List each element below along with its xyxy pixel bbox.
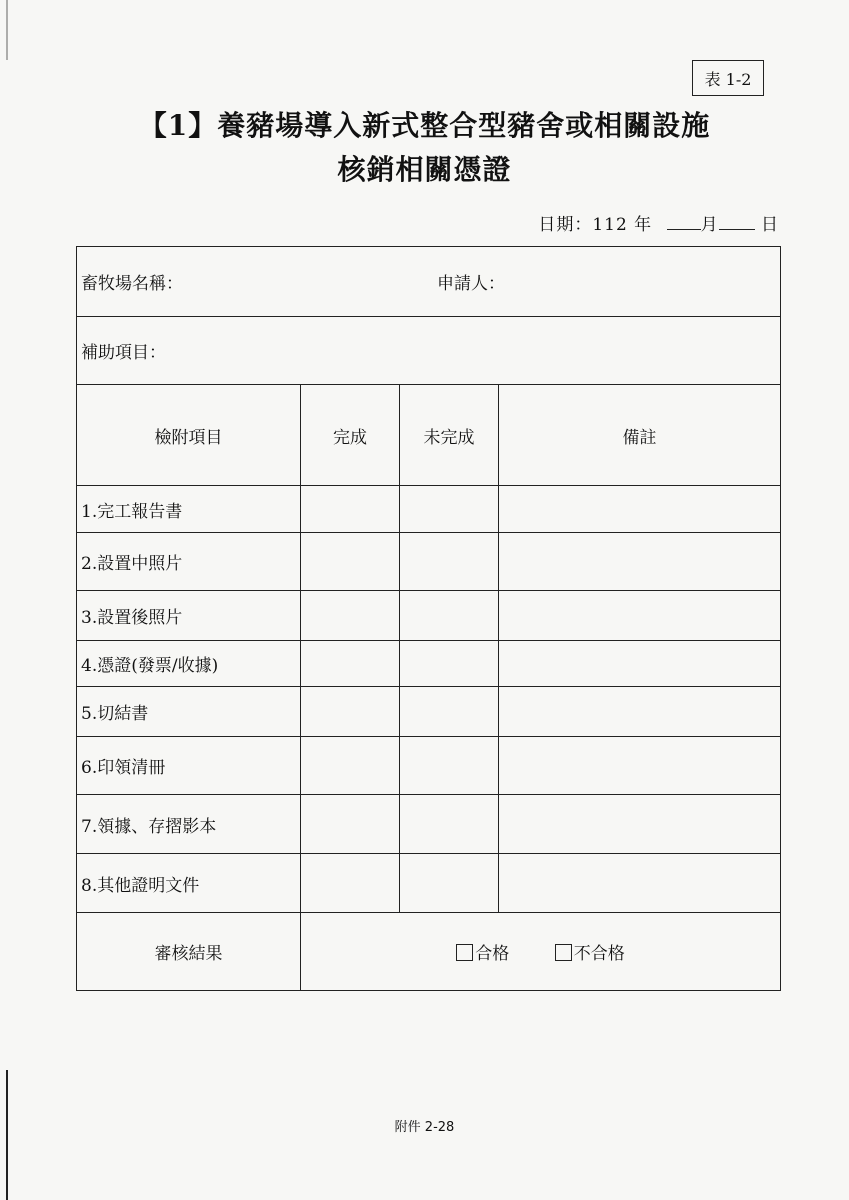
item-label: 8.其他證明文件 [77, 854, 301, 913]
page-footer: 附件 2-28 [394, 1120, 455, 1135]
not-completed-cell[interactable] [400, 486, 499, 533]
date-month-label: 月 [700, 215, 719, 235]
table-row [77, 854, 781, 913]
not-completed-cell[interactable] [400, 687, 499, 737]
pass-checkbox[interactable] [456, 944, 473, 961]
table-row [77, 641, 781, 687]
completed-cell[interactable] [301, 687, 400, 737]
title-line-1: 【1】養豬場導入新式整合型豬舍或相關設施 [138, 109, 711, 142]
remarks-cell[interactable] [499, 591, 781, 641]
completed-cell[interactable] [301, 591, 400, 641]
completed-cell[interactable] [301, 641, 400, 687]
subsidy-item-label: 補助項目： [77, 317, 781, 385]
table-row [77, 591, 781, 641]
item-label: 5.切結書 [77, 687, 301, 737]
completed-cell[interactable] [301, 486, 400, 533]
not-completed-cell[interactable] [400, 641, 499, 687]
table-header-row [77, 385, 781, 486]
scan-edge-top [6, 0, 8, 60]
pass-option[interactable] [456, 944, 509, 964]
date-day-blank [719, 215, 755, 230]
completed-cell[interactable] [301, 533, 400, 591]
verification-form-table [76, 246, 781, 991]
not-completed-cell[interactable] [400, 795, 499, 854]
date-line [538, 210, 779, 235]
title-line-2: 核銷相關憑證 [337, 153, 512, 186]
completed-cell[interactable] [301, 854, 400, 913]
farm-name-label: 畜牧場名稱： [81, 274, 183, 294]
not-completed-cell[interactable] [400, 591, 499, 641]
header-completed: 完成 [301, 385, 400, 486]
review-result-label: 審核結果 [77, 913, 301, 991]
header-attached-items: 檢附項目 [77, 385, 301, 486]
remarks-cell[interactable] [499, 687, 781, 737]
header-not-completed: 未完成 [400, 385, 499, 486]
table-row [77, 486, 781, 533]
remarks-cell[interactable] [499, 795, 781, 854]
remarks-cell[interactable] [499, 486, 781, 533]
remarks-cell[interactable] [499, 533, 781, 591]
form-number-box: 表 1-2 [692, 60, 764, 96]
fail-label: 不合格 [573, 944, 625, 964]
not-completed-cell[interactable] [400, 854, 499, 913]
remarks-cell[interactable] [499, 737, 781, 795]
table-row [77, 795, 781, 854]
review-result-options [301, 913, 781, 991]
pass-label: 合格 [475, 944, 510, 964]
table-row [77, 533, 781, 591]
applicant-label: 申請人： [437, 274, 505, 294]
item-label: 7.領據、存摺影本 [77, 795, 301, 854]
remarks-cell[interactable] [499, 854, 781, 913]
item-label: 2.設置中照片 [77, 533, 301, 591]
farm-info-row [77, 247, 781, 317]
not-completed-cell[interactable] [400, 737, 499, 795]
header-remarks: 備註 [499, 385, 781, 486]
table-row [77, 737, 781, 795]
fail-option[interactable] [555, 944, 625, 964]
completed-cell[interactable] [301, 737, 400, 795]
item-label: 1.完工報告書 [77, 486, 301, 533]
table-row [77, 687, 781, 737]
review-result-row [77, 913, 781, 991]
item-label: 4.憑證(發票/收據) [77, 641, 301, 687]
date-year-label: 日期：112 年 [538, 215, 653, 235]
completed-cell[interactable] [301, 795, 400, 854]
scan-edge-bottom [6, 1070, 8, 1200]
date-month-blank [667, 215, 701, 230]
fail-checkbox[interactable] [555, 944, 572, 961]
remarks-cell[interactable] [499, 641, 781, 687]
item-label: 3.設置後照片 [77, 591, 301, 641]
date-day-label: 日 [761, 215, 779, 235]
not-completed-cell[interactable] [400, 533, 499, 591]
farm-info-cell [77, 247, 781, 317]
item-label: 6.印領清冊 [77, 737, 301, 795]
subsidy-item-row [77, 317, 781, 385]
